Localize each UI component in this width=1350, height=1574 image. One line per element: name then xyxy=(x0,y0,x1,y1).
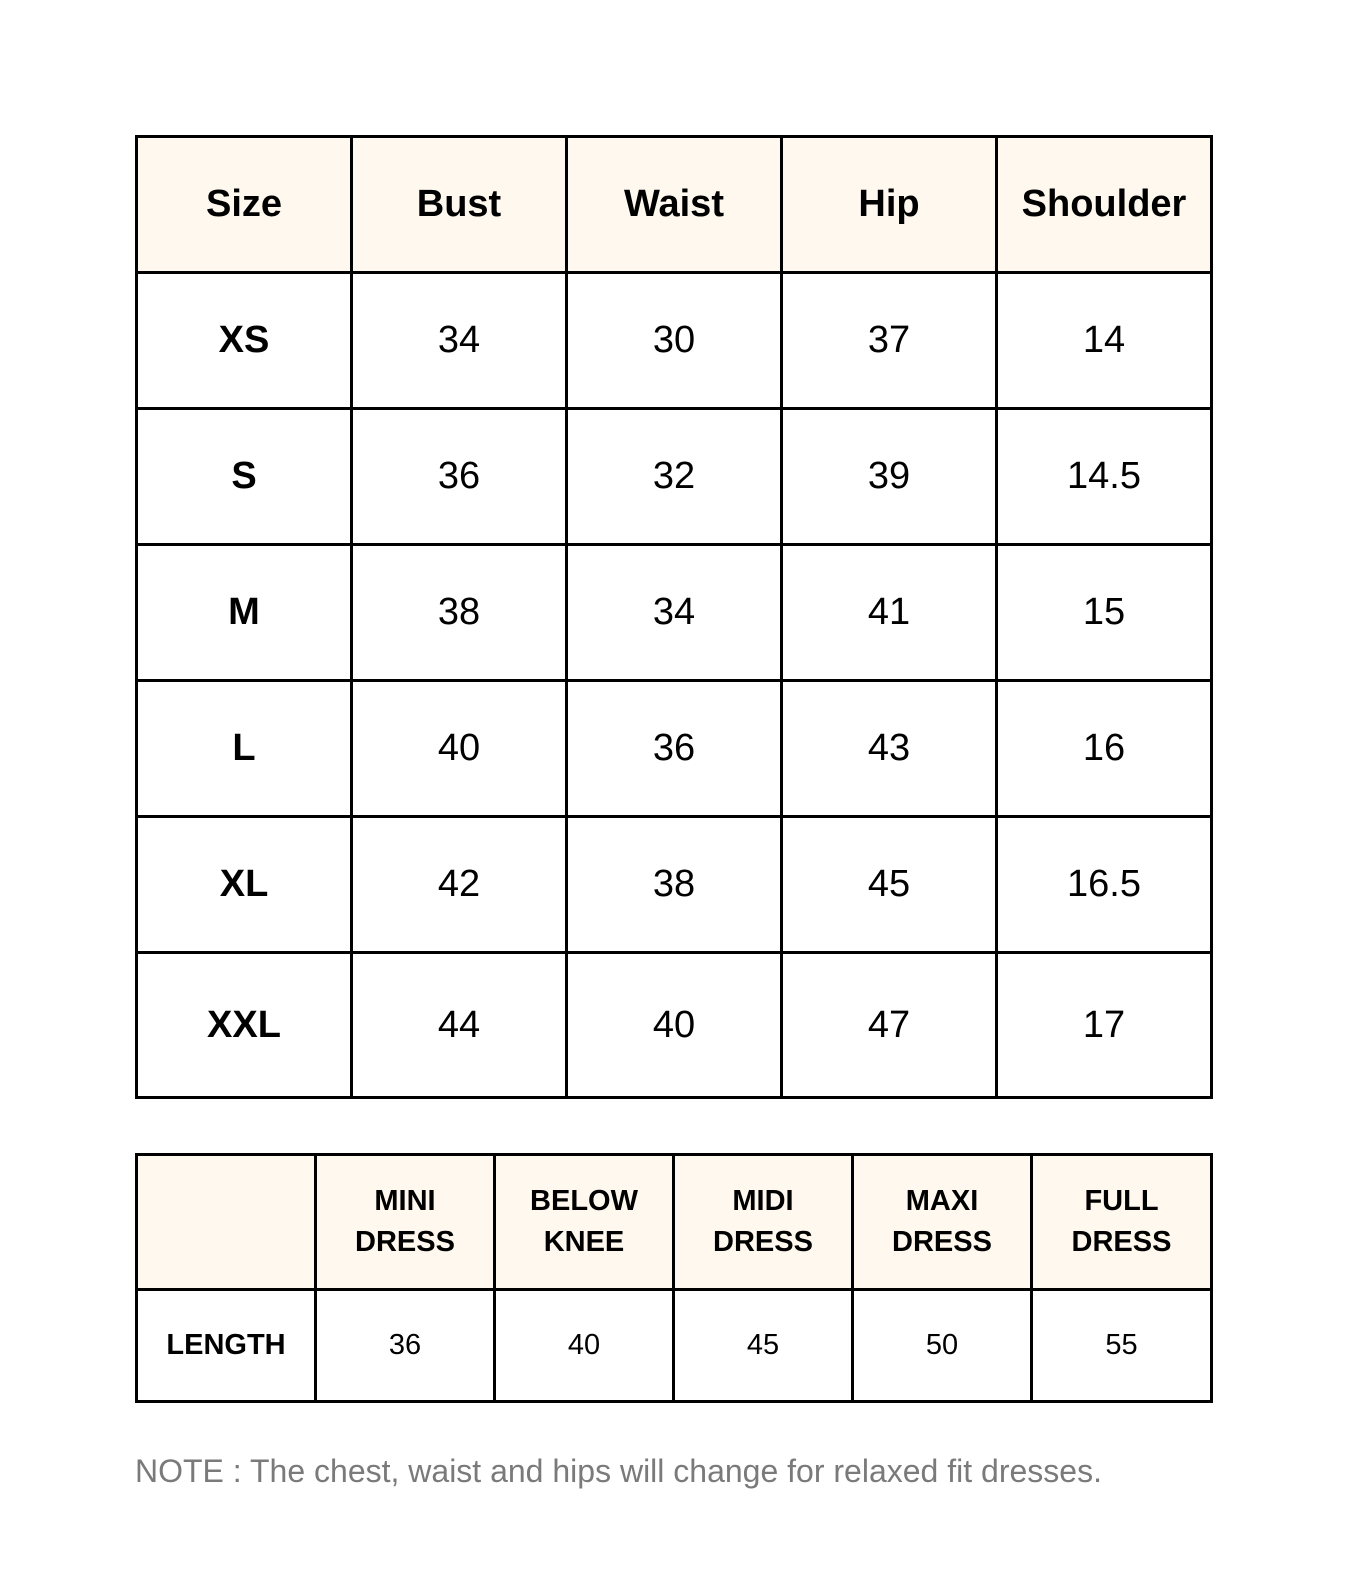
size-cell: S xyxy=(137,409,352,545)
table-row xyxy=(137,545,1212,681)
bust-cell: 40 xyxy=(352,681,567,817)
waist-cell: 38 xyxy=(567,817,782,953)
hip-cell: 45 xyxy=(782,817,997,953)
header-mini-dress xyxy=(316,1155,495,1290)
length-row-label: LENGTH xyxy=(137,1290,316,1402)
table-row xyxy=(137,681,1212,817)
length-cell: 40 xyxy=(495,1290,674,1402)
hip-cell: 41 xyxy=(782,545,997,681)
header-full-dress xyxy=(1032,1155,1212,1290)
length-cell: 45 xyxy=(674,1290,853,1402)
size-chart-header-row xyxy=(137,137,1212,273)
hip-cell: 37 xyxy=(782,273,997,409)
size-cell: M xyxy=(137,545,352,681)
waist-cell: 30 xyxy=(567,273,782,409)
shoulder-cell: 14.5 xyxy=(997,409,1212,545)
header-line: MAXI xyxy=(905,1185,979,1217)
header-line: MIDI xyxy=(732,1185,794,1217)
fit-note: NOTE : The chest, waist and hips will change for relaxed fit dresses. xyxy=(135,1453,1102,1489)
size-cell: L xyxy=(137,681,352,817)
bust-cell: 42 xyxy=(352,817,567,953)
bust-cell: 44 xyxy=(352,953,567,1098)
shoulder-cell: 15 xyxy=(997,545,1212,681)
length-cell: 55 xyxy=(1032,1290,1212,1402)
waist-cell: 36 xyxy=(567,681,782,817)
hip-cell: 43 xyxy=(782,681,997,817)
table-row xyxy=(137,817,1212,953)
header-hip: Hip xyxy=(782,137,997,273)
header-midi-dress xyxy=(674,1155,853,1290)
header-line: FULL xyxy=(1084,1185,1159,1217)
length-cell: 36 xyxy=(316,1290,495,1402)
size-cell: XXL xyxy=(137,953,352,1098)
bust-cell: 38 xyxy=(352,545,567,681)
bust-cell: 34 xyxy=(352,273,567,409)
header-line: DRESS xyxy=(713,1226,813,1258)
table-row xyxy=(137,953,1212,1098)
waist-cell: 34 xyxy=(567,545,782,681)
header-waist: Waist xyxy=(567,137,782,273)
shoulder-cell: 17 xyxy=(997,953,1212,1098)
hip-cell: 47 xyxy=(782,953,997,1098)
header-line: MINI xyxy=(374,1185,436,1217)
header-below-knee xyxy=(495,1155,674,1290)
shoulder-cell: 14 xyxy=(997,273,1212,409)
size-cell: XL xyxy=(137,817,352,953)
header-maxi-dress xyxy=(853,1155,1032,1290)
size-chart-table xyxy=(135,135,1213,1099)
header-line: DRESS xyxy=(355,1226,455,1258)
header-corner xyxy=(137,1155,316,1290)
size-cell: XS xyxy=(137,273,352,409)
table-row xyxy=(137,409,1212,545)
header-line: DRESS xyxy=(1071,1226,1172,1258)
table-row xyxy=(137,1290,1212,1402)
header-line: KNEE xyxy=(543,1226,625,1258)
header-shoulder: Shoulder xyxy=(997,137,1212,273)
hip-cell: 39 xyxy=(782,409,997,545)
shoulder-cell: 16.5 xyxy=(997,817,1212,953)
length-cell: 50 xyxy=(853,1290,1032,1402)
shoulder-cell: 16 xyxy=(997,681,1212,817)
waist-cell: 40 xyxy=(567,953,782,1098)
header-line: BELOW xyxy=(530,1185,638,1217)
table-row xyxy=(137,273,1212,409)
length-chart-table xyxy=(135,1153,1213,1403)
header-bust: Bust xyxy=(352,137,567,273)
header-line: DRESS xyxy=(892,1226,992,1258)
bust-cell: 36 xyxy=(352,409,567,545)
waist-cell: 32 xyxy=(567,409,782,545)
header-size: Size xyxy=(137,137,352,273)
length-chart-header-row xyxy=(137,1155,1212,1290)
